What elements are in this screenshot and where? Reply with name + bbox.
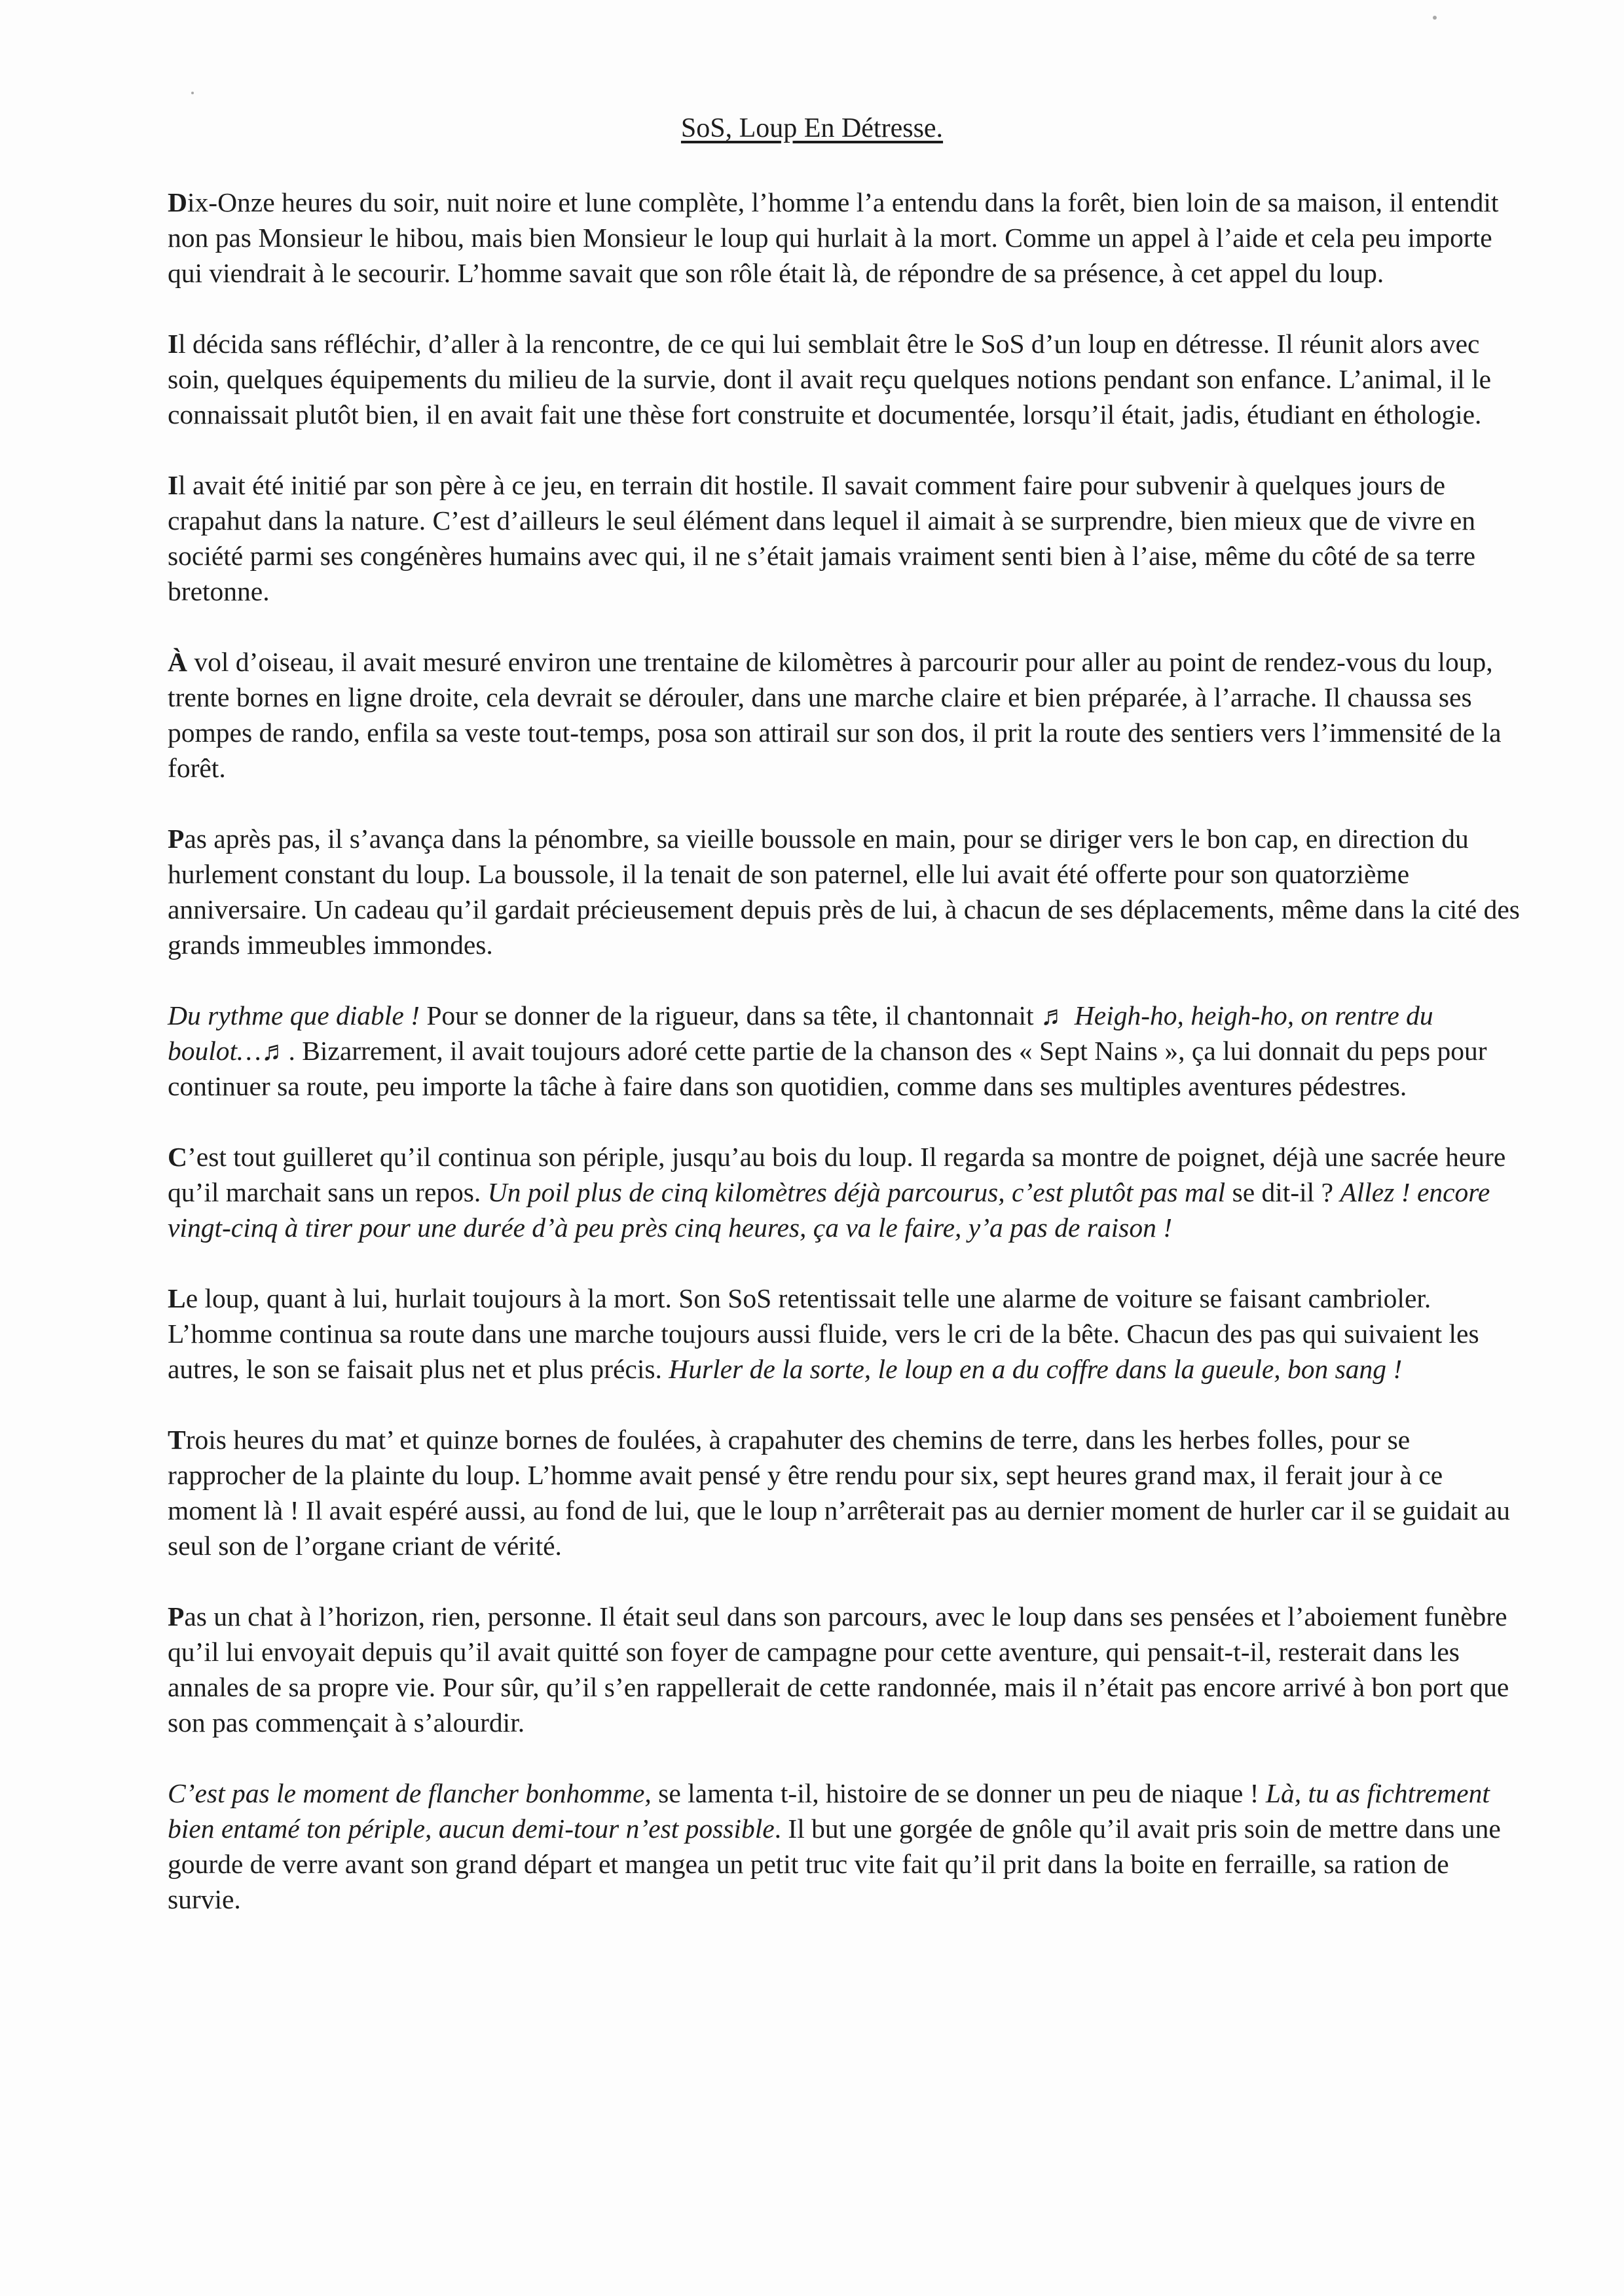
paragraph-initial: À [168, 647, 187, 677]
document-title: SoS, Loup En Détresse. [680, 113, 944, 143]
italic-text: Là, tu as fichtrement bien entamé ton périple, aucun demi-tour n’est possible [168, 1778, 1490, 1844]
paragraph [168, 998, 1523, 1104]
paragraph-text: e loup, quant à lui, hurlait toujours à la mort. Son SoS retentissait telle une alarme de voiture se faisant cambrioler. L’homme continua sa route dans une marche toujours aussi fluide, vers le cri de la bête. Chacun des pas qui suivaient les autres, le son se faisait plus net et plus précis. [168, 1283, 1479, 1384]
paragraph-text: ix-Onze heures du soir, nuit noire et lune complète, l’homme l’a entendu dans la forêt, bien loin de sa maison, il entendit non pas Monsieur le hibou, mais bien Monsieur le loup qui hurlait à la mort. Comme un appel à l’aide et cela peu importe qui viendrait à le secourir. L’homme savait que son rôle était là, de répondre de sa présence, à cet appel du loup. [168, 187, 1499, 288]
paragraph-text: se lamenta t-il, histoire de se donner un peu de niaque ! [651, 1778, 1266, 1808]
paragraph [168, 1776, 1523, 1917]
paragraph-initial: T [168, 1425, 186, 1455]
paragraph [168, 1599, 1523, 1740]
paragraph-text: . Bizarrement, il avait toujours adoré cette partie de la chanson des « Sept Nains », ça lui donnait du peps pour continuer sa route, peu importe la tâche à faire dans son quotidien, comme dans ses multiples aventures pédestres. [168, 1036, 1487, 1101]
paragraph [168, 326, 1523, 432]
paragraph-initial: L [168, 1283, 186, 1313]
italic-text: Hurler de la sorte, le loup en a du coffre dans la gueule, bon sang ! [669, 1354, 1403, 1384]
italic-text: Un poil plus de cinq kilomètres déjà parcourus, c’est plutôt pas mal [487, 1177, 1226, 1207]
paragraph [168, 467, 1523, 609]
italic-text: ♬ Heigh-ho, heigh-ho, on rentre du boulot…♬ [168, 1000, 1433, 1066]
paragraph-initial: D [168, 187, 187, 217]
paragraph-text: ’est tout guilleret qu’il continua son périple, jusqu’au bois du loup. Il regarda sa montre de poignet, déjà une sacrée heure qu’il marchait sans un repos. [168, 1142, 1506, 1207]
italic-text: Du rythme que diable ! [168, 1000, 420, 1030]
paragraph [168, 1139, 1523, 1245]
paragraph-text: rois heures du mat’ et quinze bornes de foulées, à crapahuter des chemins de terre, dans les herbes folles, pour se rapprocher de la plainte du loup. L’homme avait pensé y être rendu pour six, sept heures grand max, il ferait jour à ce moment là ! Il avait espéré aussi, au fond de lui, que le loup n’arrêterait pas au dernier moment de hurler car il se guidait au seul son de l’organe criant de vérité. [168, 1425, 1511, 1561]
paragraph-initial: C [168, 1142, 187, 1172]
paragraph [168, 185, 1523, 291]
paragraph-text: l décida sans réfléchir, d’aller à la rencontre, de ce qui lui semblait être le SoS d’un loup en détresse. Il réunit alors avec soin, quelques équipements du milieu de la survie, dont il avait reçu quelques notions pendant son enfance. L’animal, il le connaissait plutôt bien, il en avait fait une thèse fort construite et documentée, lorsqu’il était, jadis, étudiant en éthologie. [168, 329, 1492, 429]
paragraph-initial: I [168, 329, 179, 359]
paragraph-initial: P [168, 824, 185, 854]
paragraph-text: Pour se donner de la rigueur, dans sa tête, il chantonnait [419, 1000, 1041, 1030]
paragraph-text: as un chat à l’horizon, rien, personne. Il était seul dans son parcours, avec le loup dans ses pensées et l’aboiement funèbre qu’il lui envoyait depuis qu’il avait quitté son foyer de campagne pour cette aventure, qui pensait-t-il, resterait dans les annales de sa propre vie. Pour sûr, qu’il s’en rappellerait de cette randonnée, mais il n’était pas encore arrivé à bon port que son pas commençait à s’alourdir. [168, 1601, 1509, 1738]
document-body [168, 185, 1523, 1952]
paragraph-text: . Il but une gorgée de gnôle qu’il avait pris soin de mettre dans une gourde de verre avant son grand départ et mangea un petit truc vite fait qu’il prit dans la boite en ferraille, sa ration de survie. [168, 1813, 1501, 1914]
paragraph-text: se dit-il ? [1225, 1177, 1340, 1207]
paragraph-initial: P [168, 1601, 185, 1631]
paragraph [168, 821, 1523, 962]
italic-text: C’est pas le moment de flancher bonhomme, [168, 1778, 652, 1808]
paragraph-text: vol d’oiseau, il avait mesuré environ une trentaine de kilomètres à parcourir pour aller au point de rendez-vous du loup, trente bornes en ligne droite, cela devrait se dérouler, dans une marche claire et bien préparée, à l’arrache. Il chaussa ses pompes de rando, enfila sa veste tout-temps, posa son attirail sur son dos, il prit la route des sentiers vers l’immensité de la forêt. [168, 647, 1502, 783]
paragraph-initial: I [168, 470, 179, 500]
scan-speck [191, 92, 194, 94]
scan-speck [1433, 16, 1437, 20]
paragraph-text: as après pas, il s’avança dans la pénombre, sa vieille boussole en main, pour se diriger vers le bon cap, en direction du hurlement constant du loup. La boussole, il la tenait de son paternel, elle lui avait été offerte pour son quatorzième anniversaire. Un cadeau qu’il gardait précieusement depuis près de lui, à chacun de ses déplacements, même dans la cité des grands immeubles immondes. [168, 824, 1520, 960]
paragraph-text: l avait été initié par son père à ce jeu, en terrain dit hostile. Il savait comment faire pour subvenir à quelques jours de crapahut dans la nature. C’est d’ailleurs le seul élément dans lequel il aimait à se surprendre, bien mieux que de vivre en société parmi ses congénères humains avec qui, il ne s’était jamais vraiment senti bien à l’aise, même du côté de sa terre bretonne. [168, 470, 1476, 606]
paragraph [168, 1422, 1523, 1563]
italic-text: Allez ! encore vingt-cinq à tirer pour une durée d’à peu près cinq heures, ça va le faire, y’a pas de raison ! [168, 1177, 1490, 1243]
paragraph [168, 644, 1523, 786]
paragraph [168, 1281, 1523, 1387]
